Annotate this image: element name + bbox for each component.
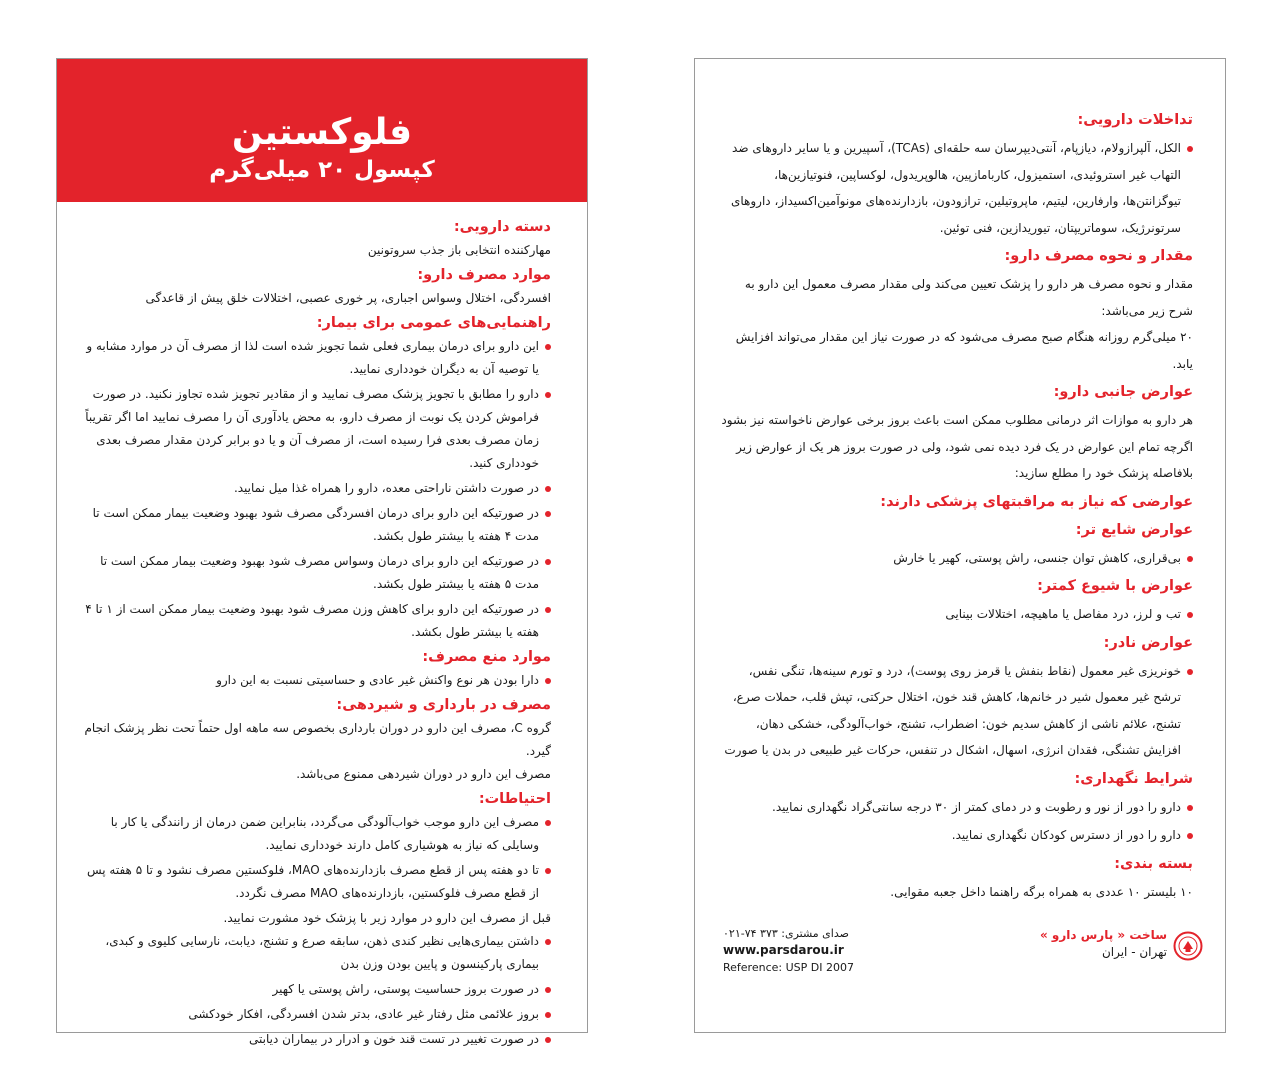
section-heading: عوارضی که نیاز به مراقبتهای پزشکی دارند:: [880, 493, 1193, 510]
bullet-list: [83, 930, 551, 1051]
bullet-item: بروز علائمی مثل رفتار غیر عادی، بدتر شدن افسردگی، افکار خودکشی: [83, 1003, 551, 1026]
bullet-item: در صورت بروز حساسیت پوستی، راش پوستی یا کهیر: [83, 978, 551, 1001]
website-link[interactable]: www.parsdarou.ir: [723, 943, 844, 957]
bullet-item: دارو را دور از نور و رطوبت و در دمای کمتر از ۳۰ درجه سانتی‌گراد نگهداری نمایید.: [721, 794, 1193, 821]
section-heading: تداخلات دارویی:: [1077, 112, 1193, 128]
bullet-list: [83, 811, 551, 905]
section-heading: راهنمایی‌های عمومی برای بیمار:: [316, 315, 551, 331]
section-heading: احتیاطات:: [478, 791, 551, 807]
leaflet-back-panel: [694, 58, 1226, 1033]
bullet-item: دارو را دور از دسترس کودکان نگهداری نمایید.: [721, 822, 1193, 849]
bullet-list: [83, 669, 551, 692]
reference-text: Reference: USP DI 2007: [723, 961, 854, 974]
section-text: ۱۰ بلیستر ۱۰ عددی به همراه برگه راهنما داخل جعبه مقوایی.: [890, 884, 1193, 899]
section-text: افسردگی، اختلال وسواس اجباری، پر خوری عصبی، اختلالات خلق پیش از قاعدگی: [145, 291, 551, 305]
bullet-item: تا دو هفته پس از قطع مصرف بازدارنده‌های MAO، فلوکستین مصرف نشود و تا ۵ هفته پس از قطع مصرف فلوکستین، بازدارنده‌های MAO مصرف نگردد.: [83, 859, 551, 905]
section-heading: عوارض جانبی دارو:: [1053, 384, 1193, 400]
section-text: مهارکننده انتخابی باز جذب سروتونین: [367, 243, 551, 257]
bullet-list: [721, 601, 1193, 628]
bullet-list: [721, 135, 1193, 241]
leaflet-front-panel: [56, 58, 588, 1046]
maker-name: ساخت « پارس دارو »: [1040, 928, 1167, 942]
section-text: ۲۰ میلی‌گرم روزانه هنگام صبح مصرف می‌شود که در صورت نیاز این مقدار می‌تواند افزایش یابد.: [735, 330, 1193, 371]
bullet-item: تب و لرز، درد مفاصل یا ماهیچه، اختلالات بینایی: [721, 601, 1193, 628]
bullet-list: [721, 794, 1193, 849]
bullet-item: در صورتیکه این دارو برای درمان وسواس مصرف شود بهبود وضعیت بیمار ممکن است تا مدت ۵ هفته یا بیشتر طول بکشد.: [83, 550, 551, 596]
manufacturer-footer: [721, 925, 1199, 985]
section-text: هر دارو به موازات اثر درمانی مطلوب ممکن است باعث بروز برخی عوارض ناخواسته نیز بشود اگرچه تمام این عوارض در یک فرد دیده نمی شود، ولی در صورت بروز هر یک از عوارض زیر بلافاصله پزشک خود را مطلع سازید:: [721, 413, 1193, 480]
section-text: مصرف این دارو در دوران شیردهی ممنوع می‌باشد.: [296, 767, 551, 781]
section-heading: عوارض با شیوع کمتر:: [1037, 578, 1193, 594]
section-heading: دسته دارویی:: [453, 219, 551, 235]
bullet-item: در صورتیکه این دارو برای درمان افسردگی مصرف شود بهبود وضعیت بیمار ممکن است تا مدت ۴ هفته یا بیشتر طول بکشد.: [83, 502, 551, 548]
section-heading: موارد مصرف دارو:: [417, 267, 551, 283]
bullet-item: در صورت تغییر در تست قند خون و ادرار در بیماران دیابتی: [83, 1028, 551, 1051]
bullet-item: الکل، آلپرازولام، دیازپام، آنتی‌دیپرسان سه حلقه‌ای (TCAs)، آسپیرین و یا سایر داروهای ضد التهاب غیر استروئیدی، استمیزول، کاربامازپین، هالوپریدول، لوکساپین، فنوتیازین‌ها، تیوگزانتن‌ها، وارفارین، لیتیم، ماپروتیلین، ترازودون، بازدارنده‌های مونوآمین‌اکسیداز، داروهای سرتونرژیک، سوماتریپتان، تیوریدازین، فنی توئین.: [721, 135, 1193, 241]
bullet-item: دارا بودن هر نوع واکنش غیر عادی و حساسیتی نسبت به این دارو: [83, 669, 551, 692]
section-heading: مقدار و نحوه مصرف دارو:: [1004, 248, 1193, 264]
bullet-list: [721, 658, 1193, 764]
left-content: [57, 202, 587, 1051]
section-heading: عوارض نادر:: [1103, 634, 1193, 651]
maker-city: تهران - ایران: [1101, 945, 1167, 959]
section-text: مقدار و نحوه مصرف هر دارو را پزشک تعیین می‌کند ولی مقدار مصرف معمول این دارو به شرح زیر می‌باشد:: [744, 277, 1193, 318]
bullet-item: خونریزی غیر معمول (نقاط بنفش یا قرمز روی پوست)، درد و تورم سینه‌ها، تنگی نفس، ترشح غیر معمول شیر در خانم‌ها، کاهش قند خون، اختلال حرکتی، تپش قلب، حملات صرع، تشنج، علائم ناشی از کاهش سدیم خون: اضطراب، تشنج، خواب‌آلودگی، خشکی دهان، افزایش تشنگی، فقدان انرژی، اسهال، اشکال در تنفس، حرکات غیر طبیعی در بدن یا صورت: [721, 658, 1193, 764]
title-banner: [57, 59, 587, 202]
section-heading: عوارض شایع تر:: [1075, 521, 1193, 538]
section-heading: مصرف در بارداری و شیردهی:: [336, 697, 551, 713]
maker-block: [1040, 927, 1189, 961]
section-heading: شرایط نگهداری:: [1074, 770, 1193, 787]
drug-subtitle: کپسول ۲۰ میلی‌گرم: [209, 157, 435, 183]
pars-darou-logo-icon: [1173, 931, 1203, 961]
customer-phone: صدای مشتری: ۳۷۳ ۷۴-۰۲۱: [723, 927, 849, 940]
drug-title: فلوکستین: [231, 112, 413, 153]
section-text: قبل از مصرف این دارو در موارد زیر با پزشک خود مشورت نمایید.: [223, 911, 551, 925]
bullet-list: [83, 335, 551, 644]
bullet-item: داشتن بیماری‌هایی نظیر کندی ذهن، سابقه صرع و تشنج، دیابت، نارسایی کلیوی و کبدی، بیماری پارکینسون و پایین بودن وزن بدن: [83, 930, 551, 976]
contact-block: [723, 925, 854, 976]
bullet-item: مصرف این دارو موجب خواب‌آلودگی می‌گردد، بنابراین ضمن درمان از رانندگی یا کار با وسایلی که نیاز به هوشیاری کامل دارند خودداری نمایید.: [83, 811, 551, 857]
right-content: [695, 59, 1225, 905]
section-text: گروه C، مصرف این دارو در دوران بارداری بخصوص سه ماهه اول حتماً تحت نظر پزشک انجام گیرد.: [84, 721, 551, 758]
bullet-item: در صورتیکه این دارو برای کاهش وزن مصرف شود بهبود وضعیت بیمار ممکن است از ۱ تا ۴ هفته یا بیشتر طول بکشد.: [83, 598, 551, 644]
section-heading: موارد منع مصرف:: [422, 649, 551, 665]
bullet-item: دارو را مطابق با تجویز پزشک مصرف نمایید و از مقادیر تجویز شده تجاوز نکنید. در صورت فراموش کردن یک نوبت از مصرف دارو، به محض یادآوری آن را مصرف نمایید اما اگر تقریباً زمان مصرف بعدی فرا رسیده است، از مصرف آن و یا دو برابر کردن مقدار مصرف بعدی خودداری کنید.: [83, 383, 551, 475]
bullet-item: این دارو برای درمان بیماری فعلی شما تجویز شده است لذا از مصرف آن در موارد مشابه و یا توصیه آن به دیگران خودداری نمایید.: [83, 335, 551, 381]
bullet-item: در صورت داشتن ناراحتی معده، دارو را همراه غذا میل نمایید.: [83, 477, 551, 500]
bullet-list: [721, 545, 1193, 572]
bullet-item: بی‌قراری، کاهش توان جنسی، راش پوستی، کهیر یا خارش: [721, 545, 1193, 572]
section-heading: بسته بندی:: [1114, 855, 1193, 872]
